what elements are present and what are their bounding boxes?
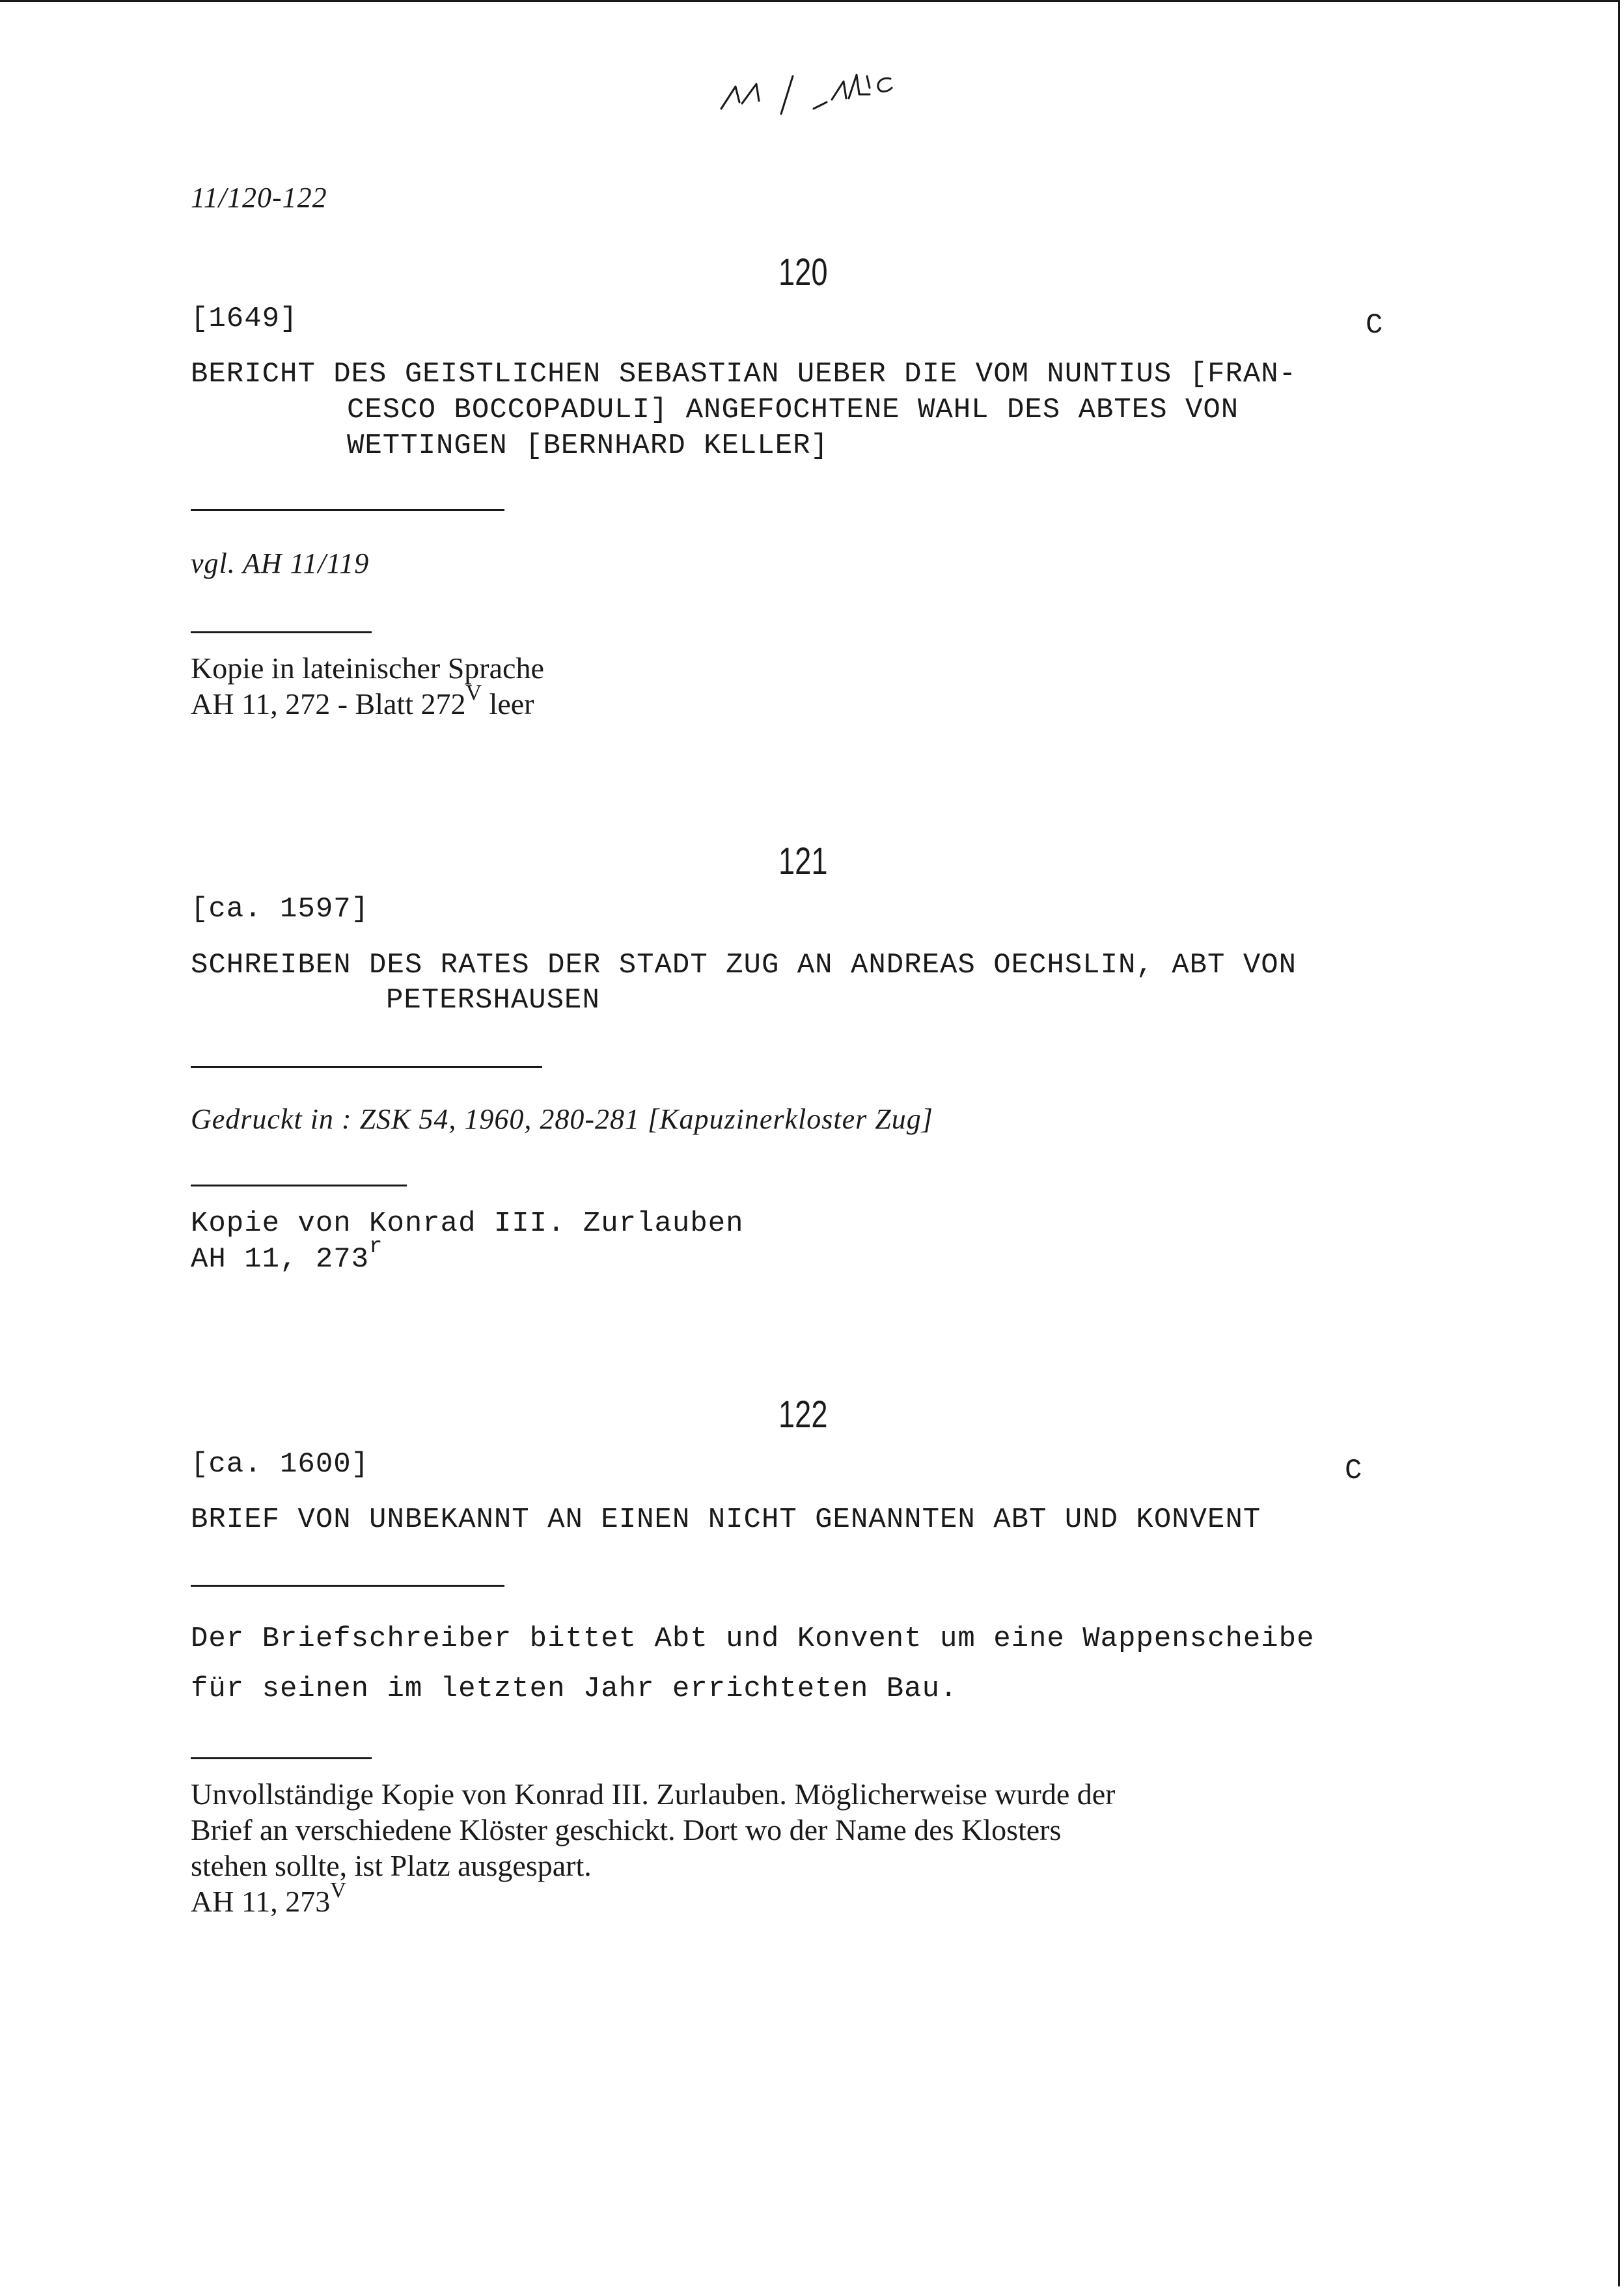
entry-title-line: CESCO BOCCOPADULI] ANGEFOCHTENE WAHL DES ABTES VON bbox=[347, 394, 1239, 426]
entry-date: [ca. 1597] bbox=[191, 893, 370, 925]
entry-title-line: BRIEF VON UNBEKANNT AN EINEN NICHT GENANNTEN ABT UND KONVENT bbox=[191, 1503, 1261, 1536]
reference-range: 11/120-122 bbox=[191, 182, 327, 213]
entry-note-line: Kopie in lateinischer Sprache bbox=[191, 651, 544, 685]
divider-rule bbox=[191, 1066, 542, 1068]
entry-note-line bbox=[191, 1878, 346, 1919]
note-tail: leer bbox=[482, 687, 534, 720]
entry-reference: vgl. AH 11/119 bbox=[191, 547, 370, 579]
entry-note-line bbox=[191, 1235, 383, 1276]
entry-summary-line: für seinen im letzten Jahr errichteten Bau. bbox=[191, 1673, 958, 1705]
entry-note-line bbox=[191, 681, 534, 721]
entry-title-line: BERICHT DES GEISTLICHEN SEBASTIAN UEBER DIE VOM NUNTIUS [FRAN- bbox=[191, 358, 1297, 391]
handwritten-archive-mark bbox=[716, 62, 911, 120]
entry-date: [ca. 1600] bbox=[191, 1448, 370, 1481]
divider-rule bbox=[191, 1185, 407, 1186]
entry-reference: Gedruckt in : ZSK 54, 1960, 280-281 [Kapuzinerkloster Zug] bbox=[191, 1103, 933, 1135]
entry-number: 121 bbox=[778, 840, 828, 883]
entry-category-letter: C bbox=[1345, 1455, 1363, 1487]
divider-rule bbox=[191, 631, 372, 633]
entry-note-line: stehen sollte, ist Platz ausgespart. bbox=[191, 1849, 592, 1882]
entry-number: 120 bbox=[778, 251, 828, 294]
divider-rule bbox=[191, 509, 504, 511]
entry-title-line: WETTINGEN [BERNHARD KELLER] bbox=[347, 430, 829, 462]
entry-title-line: SCHREIBEN DES RATES DER STADT ZUG AN ANDREAS OECHSLIN, ABT VON bbox=[191, 949, 1297, 981]
folio-superscript: V bbox=[465, 681, 482, 705]
note-text: AH 11, 272 - Blatt 272 bbox=[191, 687, 466, 720]
entry-note-line: Kopie von Konrad III. Zurlauben bbox=[191, 1207, 744, 1240]
entry-title-line: PETERSHAUSEN bbox=[386, 984, 600, 1017]
entry-summary-line: Der Briefschreiber bittet Abt und Konvent um eine Wappenscheibe bbox=[191, 1623, 1315, 1655]
folio-superscript: V bbox=[330, 1878, 346, 1902]
note-text: AH 11, 273 bbox=[191, 1243, 370, 1276]
divider-rule bbox=[191, 1757, 372, 1759]
entry-note-line: Unvollständige Kopie von Konrad III. Zurlauben. Möglicherweise wurde der bbox=[191, 1777, 1116, 1811]
entry-note-line: Brief an verschiedene Klöster geschickt. Dort wo der Name des Klosters bbox=[191, 1813, 1062, 1846]
entry-category-letter: C bbox=[1366, 309, 1384, 342]
entry-date: [1649] bbox=[191, 303, 298, 335]
note-text: AH 11, 273 bbox=[191, 1885, 331, 1918]
divider-rule bbox=[191, 1585, 504, 1587]
entry-number: 122 bbox=[778, 1393, 828, 1436]
folio-superscript: r bbox=[369, 1235, 383, 1259]
